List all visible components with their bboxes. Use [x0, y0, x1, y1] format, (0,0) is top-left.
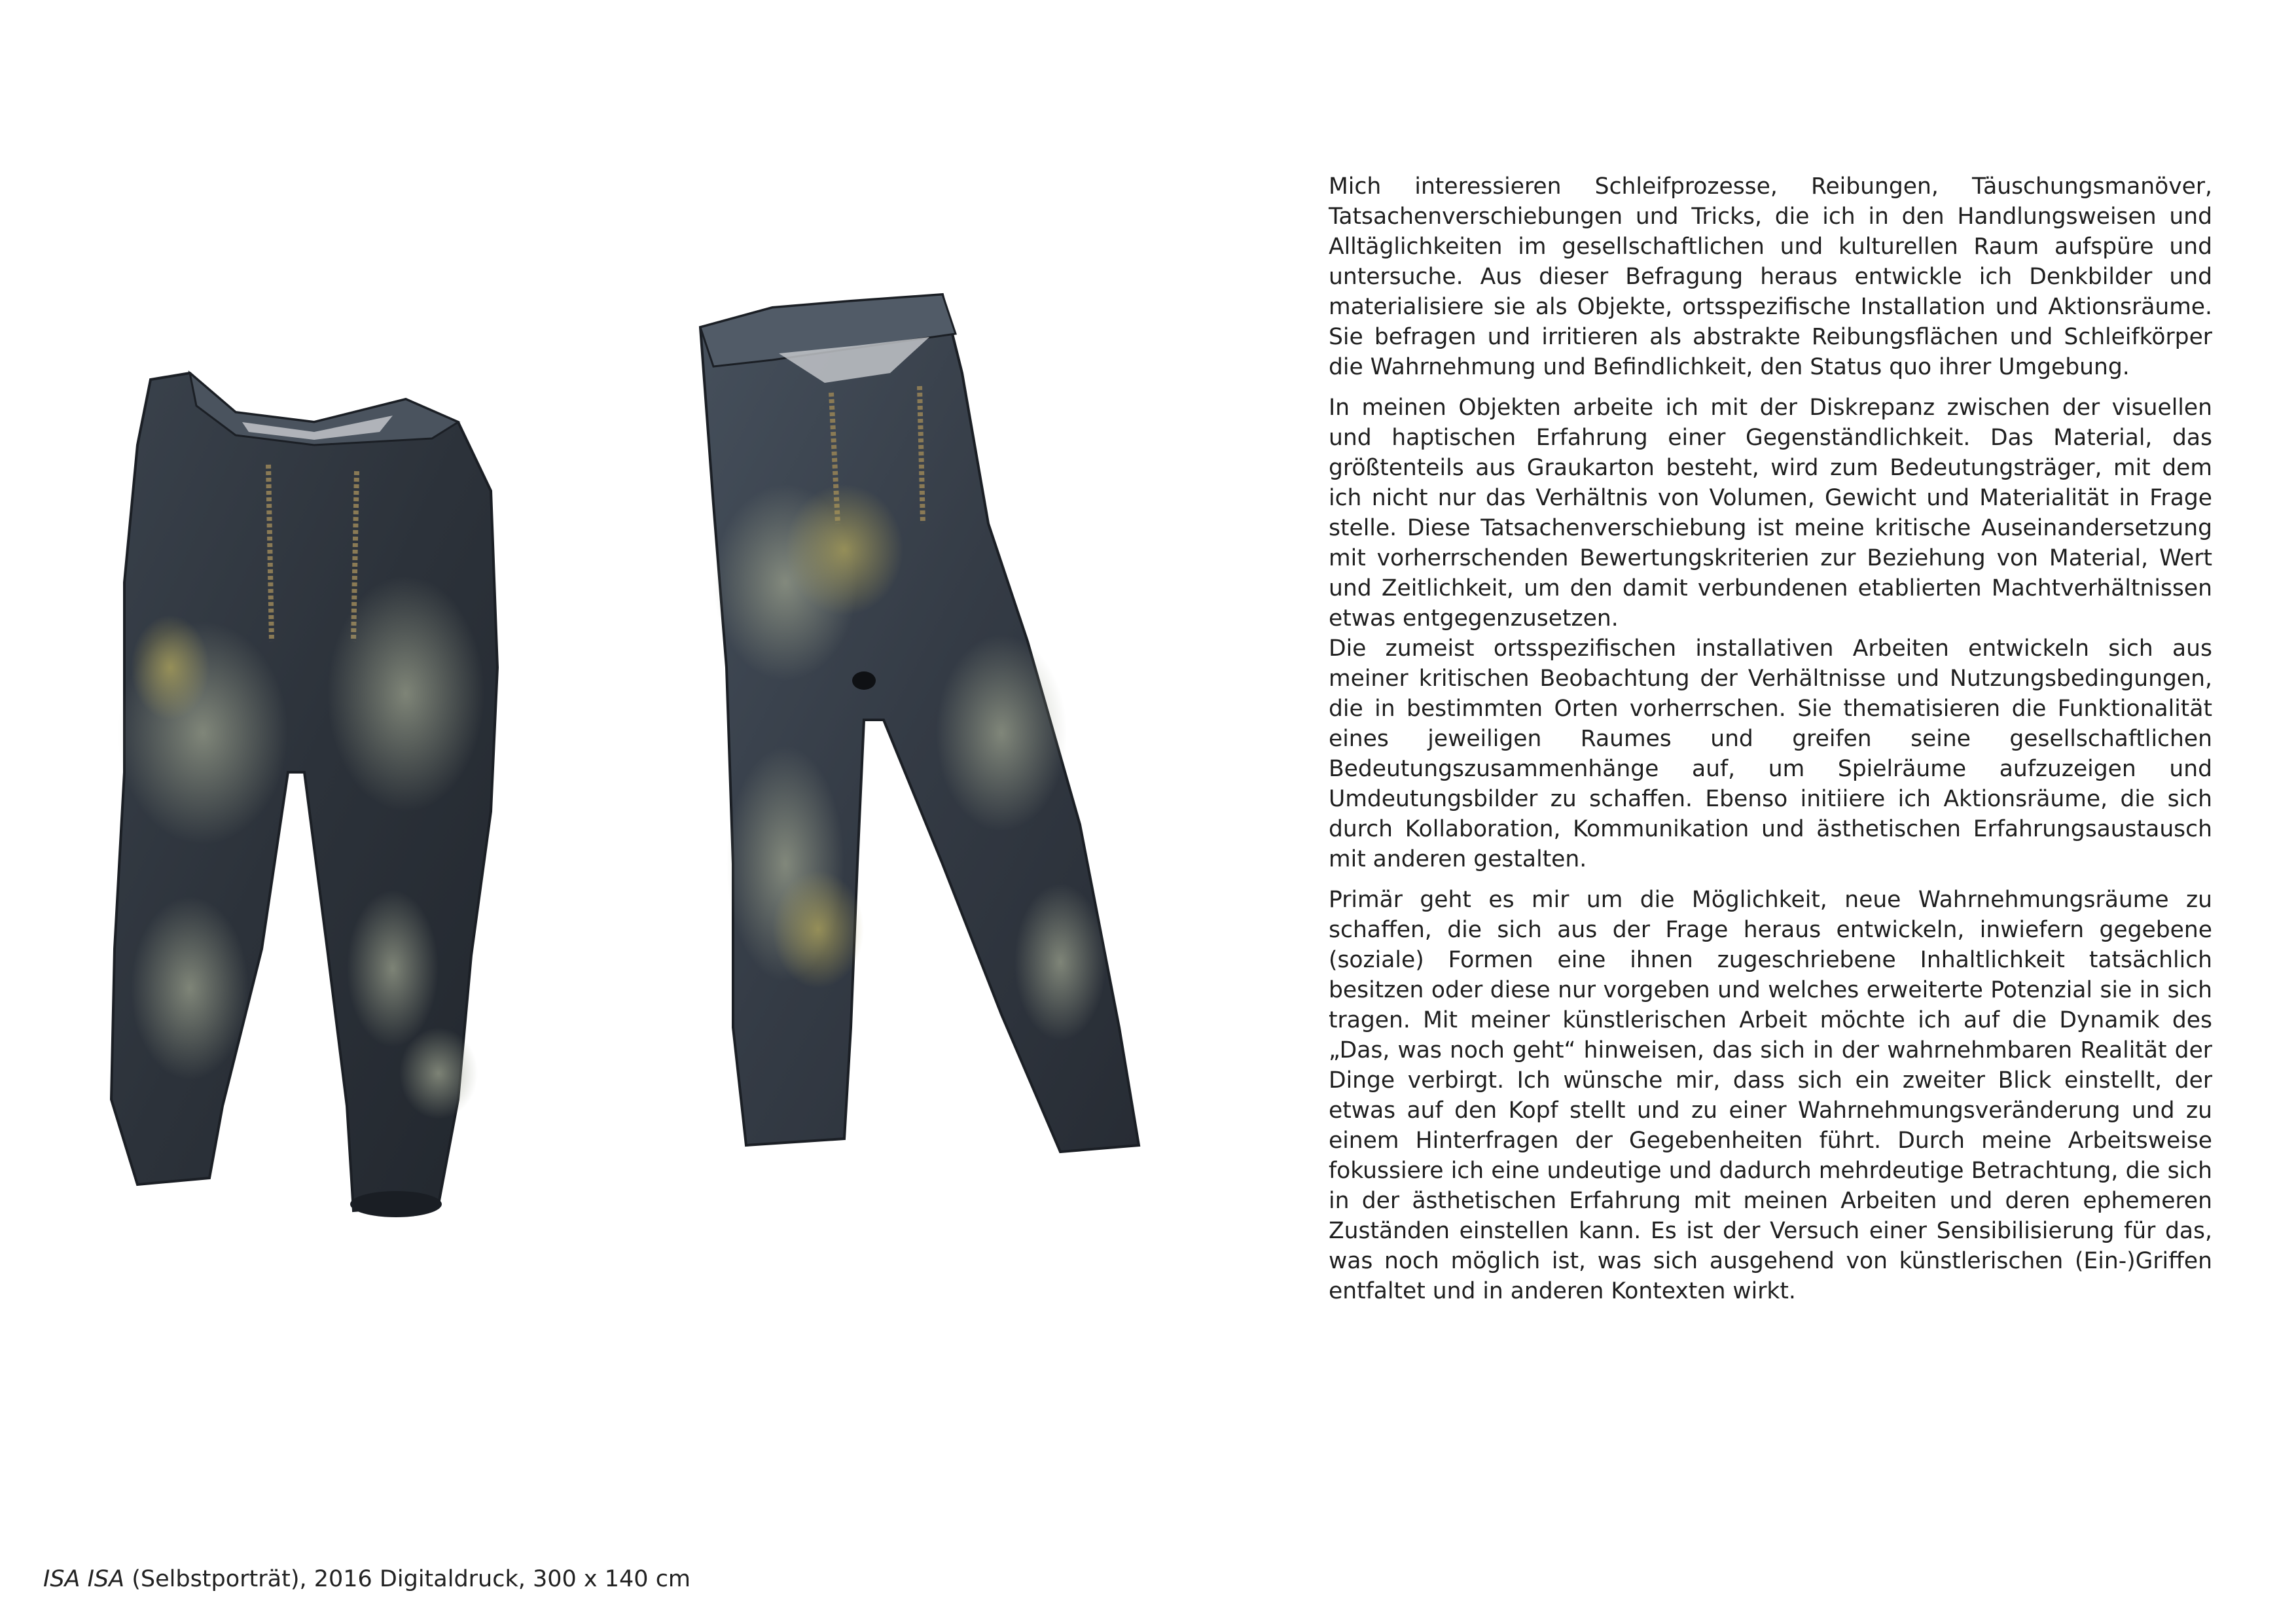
artwork-title: ISA ISA — [43, 1566, 125, 1592]
statement-paragraph: Die zumeist ortsspezifischen installativen Arbeiten entwickeln sich aus meiner kritischen Beobachtung der Verhältnisse und Nutzungsbedingungen, die in bestimmten Orten vorherrschen. Sie thematisieren die Funktionalität eines jeweiligen Raumes und greifen seine gesellschaftlichen Bedeutungszusammenhänge auf, um Spielräume aufzuzeigen und Umdeutungsbilder zu schaffen. Ebenso initiiere ich Aktionsräume, die sich durch Kollaboration, Kommunikation und ästhetischen Erfahrungsaustausch mit anderen gestalten. — [1329, 635, 2212, 872]
artwork-photo-paint-stained-trousers — [39, 275, 1165, 1270]
right-trousers — [700, 294, 1139, 1152]
trousers-illustration — [39, 275, 1165, 1270]
statement-paragraph: Mich interessieren Schleifprozesse, Reibungen, Täuschungsmanöver, Tatsachenverschiebungen und Tricks, die ich in den Handlungsweisen und Alltäglichkeiten im gesellschaftlichen und kulturellen Raum aufspüre und untersuche. Aus dieser Befragung heraus entwickle ich Denkbilder und materialisiere sie als Objekte, ortsspezifische Installation und Aktionsräume. Sie befragen und irritieren als abstrakte Reibungsflächen und Schleifkörper die Wahrnehmung und Befindlichkeit, den Status quo ihrer Umgebung. — [1329, 173, 2212, 380]
artist-statement — [1329, 171, 2212, 1306]
statement-paragraph: In meinen Objekten arbeite ich mit der Diskrepanz zwischen der visuellen und haptischen Erfahrung einer Gegenständlichkeit. Das Material, das größtenteils aus Graukarton besteht, wird zum Bedeutungsträger, mit dem ich nicht nur das Verhältnis von Volumen, Gewicht und Materialität in Frage stelle. Diese Tatsachenverschiebung ist meine kritische Auseinandersetzung mit vorherrschenden Bewertungskriterien zur Beziehung von Material, Wert und Zeitlichkeit, um den damit verbundenen etablierten Machtverhältnissen etwas entgegenzusetzen. — [1329, 395, 2212, 632]
left-trousers — [111, 373, 497, 1217]
artwork-caption — [43, 1564, 691, 1594]
artwork-details: (Selbstporträt), 2016 Digitaldruck, 300 x 140 cm — [124, 1566, 691, 1592]
statement-paragraph: Primär geht es mir um die Möglichkeit, neue Wahrnehmungsräume zu schaffen, die sich aus der Frage heraus entwickeln, inwiefern gegebene (soziale) Formen eine ihnen zugeschriebene Inhaltlichkeit tatsächlich besitzen oder diese nur vorgeben und welches erweiterte Potenzial sie in sich tragen. Mit meiner künstlerischen Arbeit möchte ich auf die Dynamik des „Das, was noch geht“ hinweisen, das sich in der wahrnehmbaren Realität der Dinge verbirgt. Ich wünsche mir, dass sich ein zweiter Blick einstellt, der etwas auf den Kopf stellt und zu einer Wahrnehmungsveränderung und zu einem Hinterfragen der Gegebenheiten führt. Durch meine Arbeitsweise fokussiere ich eine undeutige und dadurch mehrdeutige Betrachtung, die sich in der ästhetischen Erfahrung mit meinen Arbeiten und deren ephemeren Zuständen einstellen kann. Es ist der Versuch einer Sensibilisierung für das, was noch möglich ist, was sich ausgehend von künstlerischen (Ein-)Griffen entfaltet und in anderen Kontexten wirkt. — [1329, 887, 2212, 1304]
